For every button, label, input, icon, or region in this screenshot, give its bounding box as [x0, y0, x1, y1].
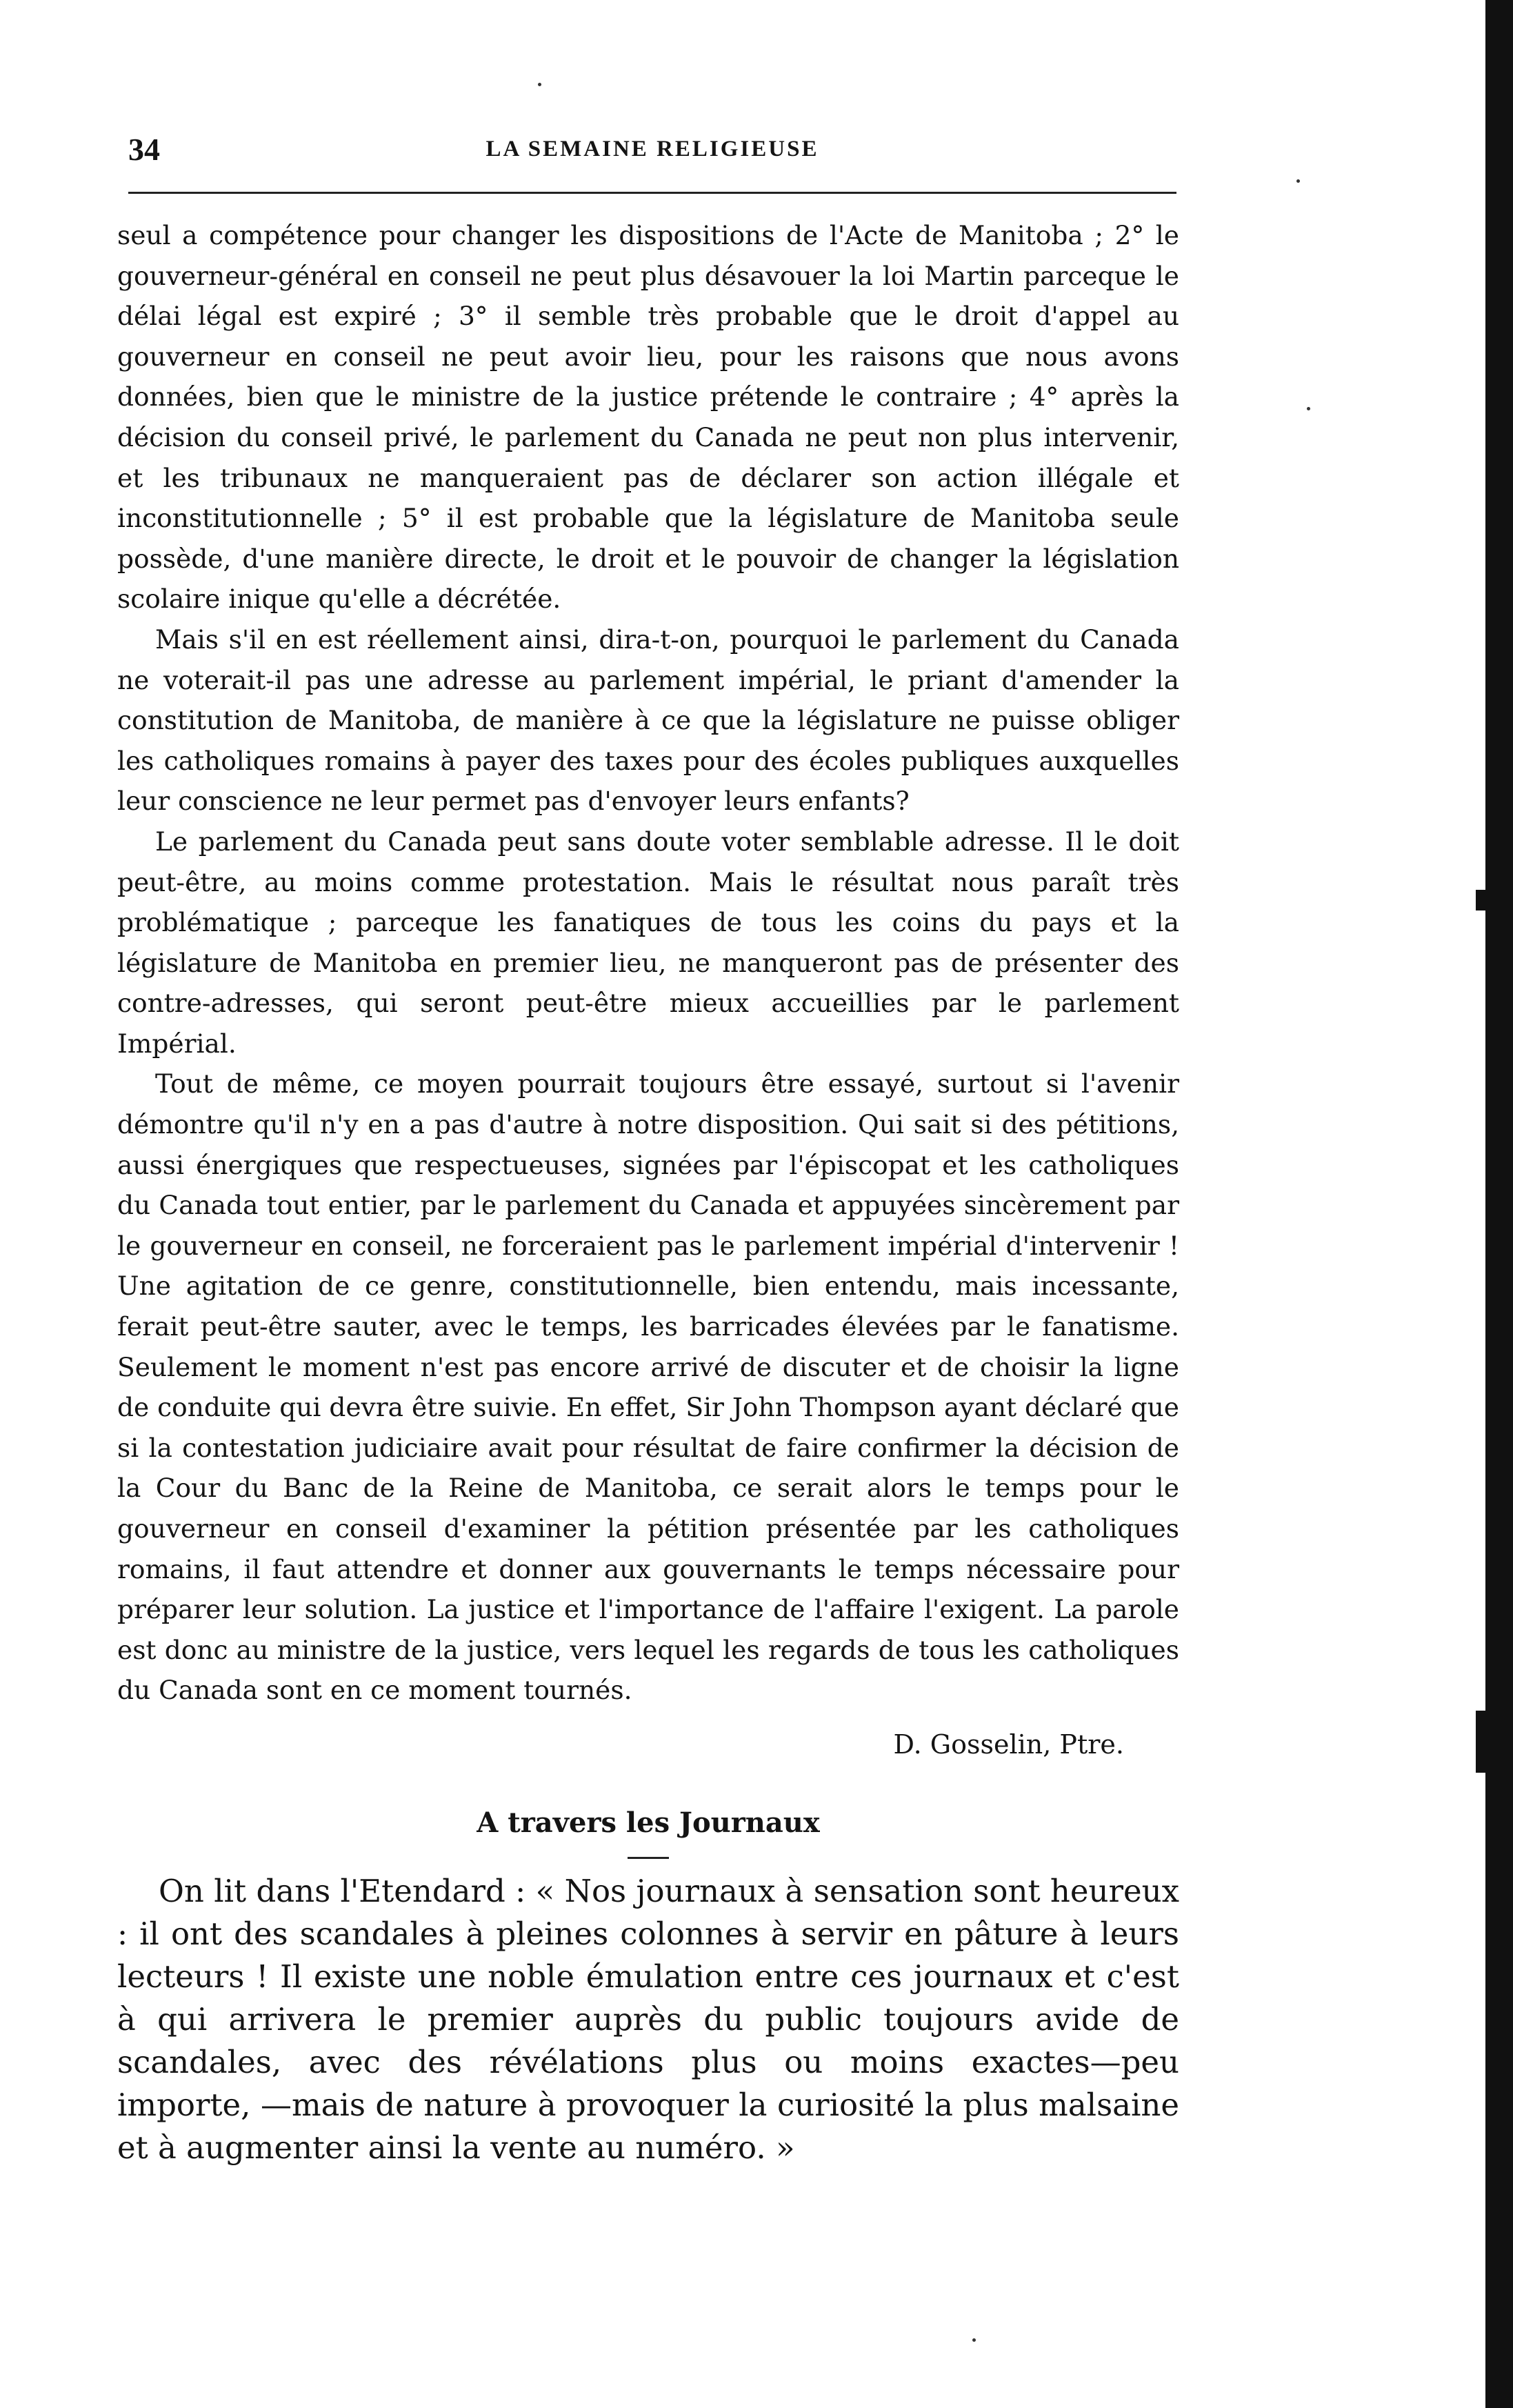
- page-header: [128, 131, 1176, 172]
- scan-speck: [1296, 179, 1300, 183]
- article-body: [117, 215, 1179, 2169]
- page-number: 34: [128, 132, 160, 167]
- quote-paragraph: On lit dans l'Etendard : « Nos journaux à sensation sont heureux : il ont des scandales à pleines colonnes à servir en pâture à leurs lecteurs ! Il existe une noble émulation entre ces journaux et c'est à qui arrivera le premier auprès du public toujours avide de scandales, avec des révélations plus ou moins exactes—peu importe, —mais de nature à provoquer la curiosité la plus malsaine et à augmenter ainsi la vente au numéro. »: [117, 1873, 1179, 2167]
- section-title: A travers les Journaux: [477, 1806, 820, 1839]
- signature: D. Gosselin, Ptre.: [893, 1729, 1124, 1760]
- quote-block: [117, 1870, 1179, 2169]
- scan-edge-notch: [1476, 890, 1485, 911]
- scan-speck: [972, 2338, 976, 2342]
- paragraph: Mais s'il en est réellement ainsi, dira-t-on, pourquoi le parlement du Canada ne voterait-il pas une adresse au parlement impérial, le priant d'amender la constitution de Manitoba, de manière à ce que la législature ne puisse obliger les catholiques romains à payer des taxes pour des écoles publiques auxquelles leur conscience ne leur permet pas d'envoyer leurs enfants?: [117, 624, 1179, 817]
- header-rule: [128, 192, 1176, 194]
- paragraph: seul a compétence pour changer les dispositions de l'Acte de Manitoba ; 2° le gouverneur-général en conseil ne peut plus désavouer la loi Martin parceque le délai légal est expiré ; 3° il semble très probable que le droit d'appel au gouverneur en conseil ne peut avoir lieu, pour les raisons que nous avons données, bien que le ministre de la justice prétende le contraire ; 4° après la décision du conseil privé, le parlement du Canada ne peut non plus intervenir, et les tribunaux ne manqueraient pas de déclarer son action illégale et inconstitutionnelle ; 5° il est probable que la législature de Manitoba seule possède, d'une manière directe, le droit et le pouvoir de changer la législation scolaire inique qu'elle a décrétée.: [117, 220, 1179, 615]
- paragraph: Tout de même, ce moyen pourrait toujours être essayé, surtout si l'avenir démontre qu'il n'y en a pas d'autre à notre disposition. Qui sait si des pétitions, aussi énergiques que respectueuses, signées par l'épiscopat et les catholiques du Canada tout entier, par le parlement du Canada et appuyées sincèrement par le gouverneur en conseil, ne forceraient pas le parlement impérial d'intervenir ! Une agitation de ce genre, constitutionnelle, bien entendu, mais incessante, ferait peut-être sauter, avec le temps, les barricades élevées par le fanatisme. Seulement le moment n'est pas encore arrivé de discuter et de choisir la ligne de conduite qui devra être suivie. En effet, Sir John Thompson ayant déclaré que si la contestation judiciaire avait pour résultat de faire confirmer la décision de la Cour du Banc de la Reine de Manitoba, ce serait alors le temps pour le gouverneur en conseil d'examiner la pétition présentée par les catholiques romains, il faut attendre et donner aux gouvernants le temps nécessaire pour préparer leur solution. La justice et l'importance de l'affaire l'exigent. La parole est donc au ministre de la justice, vers lequel les regards de tous les catholiques du Canada sont en ce moment tournés.: [117, 1068, 1179, 1706]
- scan-speck: [538, 83, 541, 86]
- running-title: LA SEMAINE RELIGIEUSE: [485, 137, 819, 161]
- section-rule: [628, 1857, 669, 1859]
- scan-speck: [1307, 407, 1310, 410]
- paragraph: Le parlement du Canada peut sans doute voter semblable adresse. Il le doit peut-être, au moins comme protestation. Mais le résultat nous paraît très problématique ; parceque les fanatiques de tous les coins du pays et la législature de Manitoba en premier lieu, ne manqueront pas de présenter des contre-adresses, qui seront peut-être mieux accueillies par le parlement Impérial.: [117, 826, 1179, 1059]
- scan-edge-notch: [1476, 1711, 1485, 1773]
- scan-edge-bar: [1485, 0, 1513, 2408]
